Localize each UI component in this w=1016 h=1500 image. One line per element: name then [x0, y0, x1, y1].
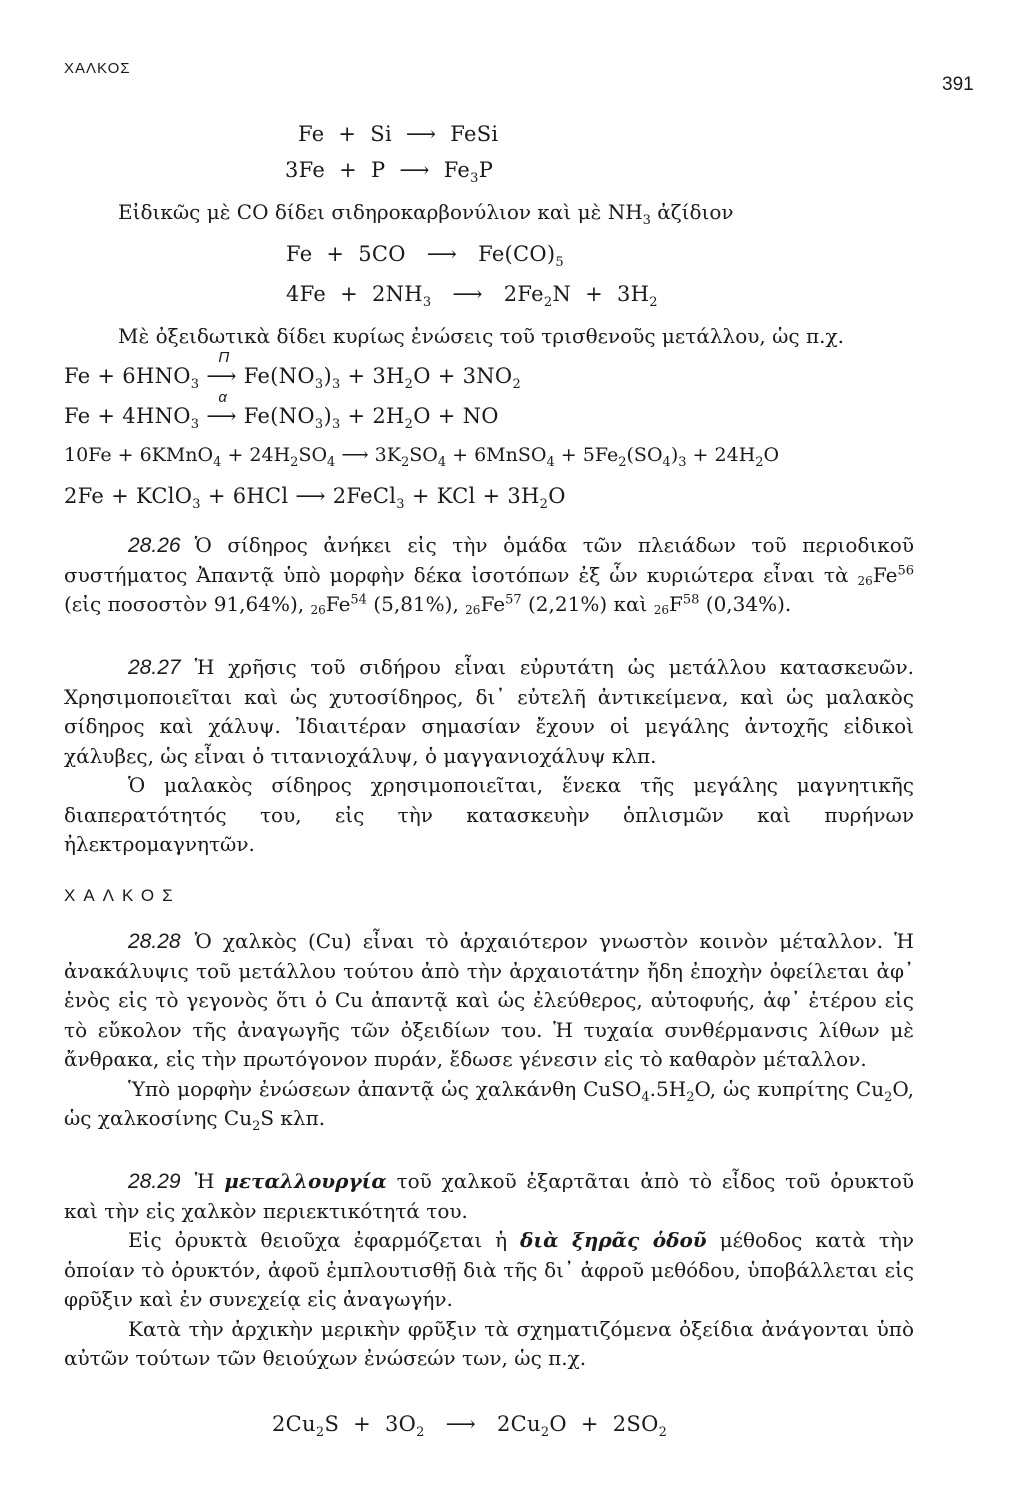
equation-fe-p: 3Fe + P ⟶ $Fe_3P$ [285, 158, 494, 187]
section-number: 28.29 [128, 1170, 181, 1193]
paragraph-28-27: 28.27 Ἡ χρῆσις τοῦ σιδήρου εἶναι εὐρυτάτη ὡς μετάλλου κατασκευῶν. Χρησιμοποιεῖται καὶ ὡς χυτοσίδηρος, δι᾽ εὐτελῆ ἀντικείμενα, καὶ ὡς μαλακὸς σίδηρος καὶ χάλυψ. Ἰδιαιτέραν σημασίαν ἔχουν οἱ μεγάλης ἀντοχῆς εἰδικοὶ χάλυβες, ὡς εἶναι ὁ τιτανιοχάλυψ, ὁ μαγγανιοχάλυψ κλπ. Ὁ μαλακὸς σίδηρος χρησιμοποιεῖται, ἕνεκα τῆς μεγάλης μαγνητικῆς διαπερατότητός του, εἰς τὴν κατασκευὴν ὁπλισμῶν καὶ πυρήνων ἠλεκτρομαγνητῶν. [64, 655, 914, 856]
paragraph-28-29: 28.29 Ἡ μεταλλουργία τοῦ χαλκοῦ ἐξαρτᾶται ἀπὸ τὸ εἶδος τοῦ ὀρυκτοῦ καὶ τὴν εἰς χαλκὸν περιεκτικότητά του. Εἰς ὀρυκτὰ θειοῦχα ἐφαρμόζεται ἡ διὰ ξηρᾶς ὁδοῦ μέθοδος κατὰ τὴν ὁποίαν τὸ ὀρυκτόν, ἀφοῦ ἐμπλουτισθῇ διὰ τῆς δι᾽ ἀφροῦ μεθόδου, ὑποβάλλεται εἰς φρῦξιν καὶ ἐν συνεχείᾳ εἰς ἀναγωγήν. Κατὰ τὴν ἀρχικὴν μερικὴν φρῦξιν τὰ σχηματιζόμενα ὀξείδια ἀνάγονται ὑπὸ αὐτῶν τούτων τῶν θειούχων ἐνώσεών των, ὡς π.χ. [64, 1169, 914, 1370]
paragraph-28-26: 28.26 Ὁ σίδηρος ἀνήκει εἰς τὴν ὁμάδα τῶν πλειάδων τοῦ περιοδικοῦ συστήματος Ἀπαντᾷ ὑπὸ μορφὴν δέκα ἰσοτόπων ἐξ ὧν κυριώτερα εἶναι τὰ $_{26}Fe^{56}$ (εἰς ποσοστὸν 91,64%), $_{26}Fe^{54}$ (5,81%), $_{26}Fe^{57}$ (2,21%) καὶ $_{26}F^{58}$ (0,34%). [64, 533, 914, 617]
section-number: 28.26 [128, 534, 181, 557]
section-number: 28.28 [128, 930, 181, 953]
equation-hno3-conc: $Fe + 6HNO_3$ Π ⟶ $Fe(NO_3)_3 + 3H_2O + 3NO_2$ [64, 349, 522, 393]
equation-hno3-dilute: $Fe + 4HNO_3$ α ⟶ $Fe(NO_3)_3 + 2H_2O$ + NO [64, 389, 499, 433]
running-title: ΧΑΛΚΟΣ [64, 60, 131, 77]
equation-kmno4: 10Fe + 6KMnO$_4$ + $24H_2SO_4$ ⟶ $3K_2SO_4$ + 6MnSO$_4$ + $5Fe_2(SO_4)_3 + 24H_2O$ [64, 444, 780, 470]
equation-fe-si: Fe + Si ⟶ FeSi [298, 122, 499, 146]
text-oxidizers: Μὲ ὀξειδωτικὰ δίδει κυρίως ἐνώσεις τοῦ τρισθενοῦς μετάλλου, ὡς π.χ. [118, 324, 844, 348]
text-co-nh3: Εἰδικῶς μὲ CO δίδει σιδηροκαρβονύλιον καὶ μὲ $NH_3$ ἀζίδιον [118, 200, 734, 228]
equation-fe-co: Fe + 5CO ⟶ $Fe(CO)_5$ [286, 242, 564, 271]
equation-kclo3: 2Fe + KClO$_3$ + 6HCl ⟶ 2FeCl$_3$ + KCl + $3H_2O$ [64, 484, 566, 513]
page-number: 391 [942, 74, 974, 95]
section-number: 28.27 [128, 656, 181, 679]
equation-fe-nh3: $4Fe + 2NH_3$ ⟶ $2Fe_2N + 3H_2$ [286, 282, 658, 311]
equation-cu2s-roasting: $2Cu_2S + 3O_2$ ⟶ $2Cu_2O + 2SO_2$ [272, 1412, 668, 1441]
section-heading: ΧΑΛΚΟΣ [64, 886, 181, 905]
paragraph-28-28: 28.28 Ὁ χαλκὸς (Cu) εἶναι τὸ ἀρχαιότερον γνωστὸν κοινὸν μέταλλον. Ἡ ἀνακάλυψις τοῦ μετάλλου τούτου ἀπὸ τὴν ἀρχαιοτάτην ἤδη ἐποχὴν ὀφείλεται ἀφ᾽ ἑνὸς εἰς τὸ γεγονὸς ὅτι ὁ Cu ἀπαντᾷ καὶ ὡς ἐλεύθερος, αὐτοφυής, ἀφ᾽ ἑτέρου εἰς τὸ εὔκολον τῆς ἀναγωγῆς τῶν ὀξειδίων του. Ἡ τυχαία συνθέρμανσις λίθων μὲ ἄνθρακα, εἰς τὴν πρωτόγονον πυράν, ἔδωσε γένεσιν εἰς τὸ καθαρὸν μέταλλον. Ὑπὸ μορφὴν ἐνώσεων ἀπαντᾷ ὡς χαλκάνθη $CuSO_4.5H_2O$, ὡς κυπρίτης $Cu_2O$, ὡς χαλκοσίνης $Cu_2S$ κλπ. [64, 929, 914, 1134]
